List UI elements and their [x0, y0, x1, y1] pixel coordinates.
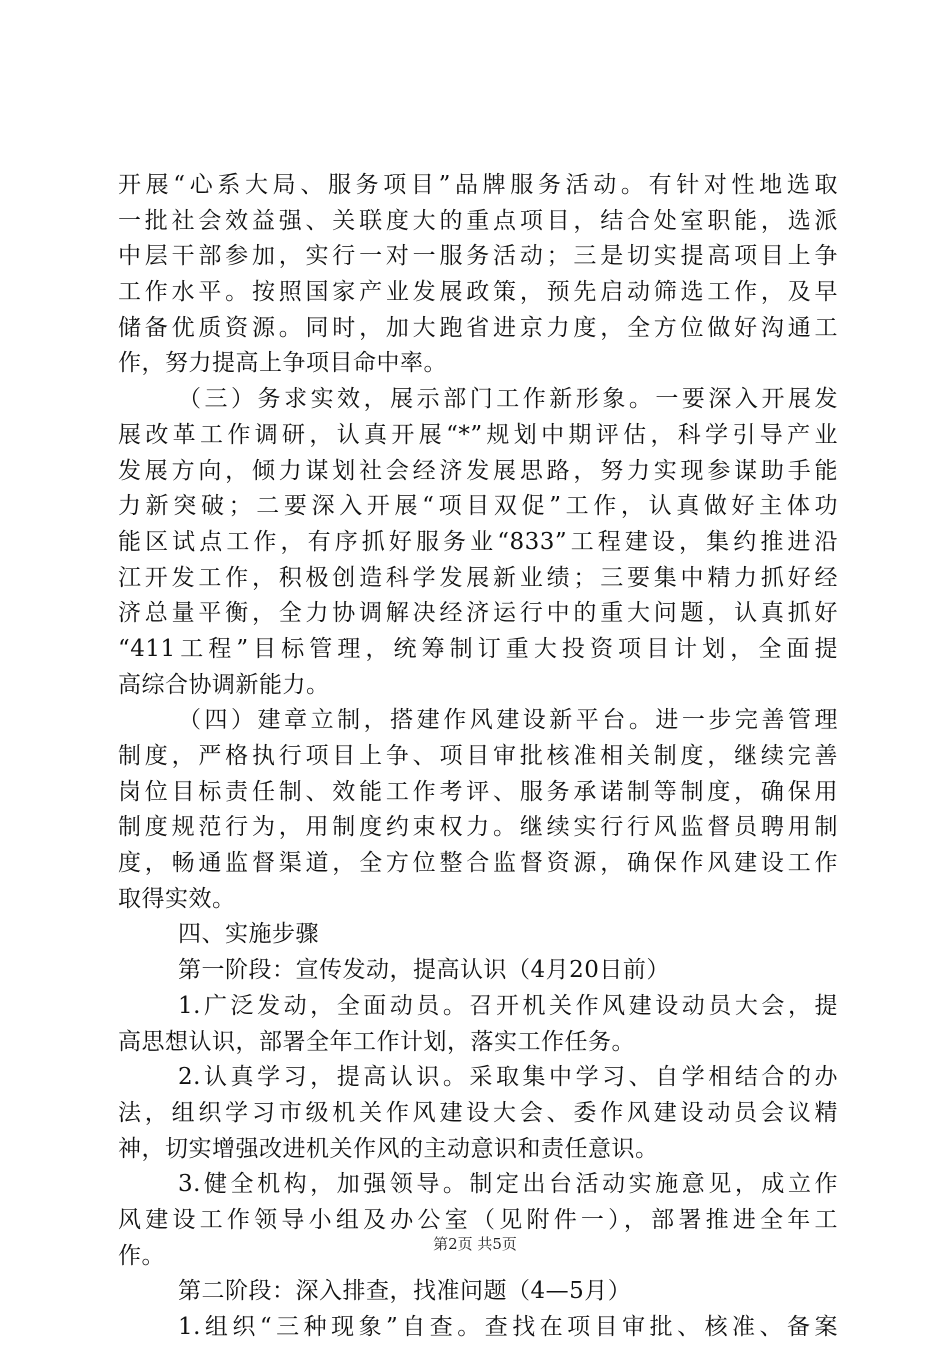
- section-heading-4: （四）建章立制，搭建作风建设新平台。进一步完善管理: [178, 707, 838, 734]
- section-heading-3: （三）务求实效，展示部门工作新形象。一要深入开展发: [178, 386, 838, 413]
- text-line: 力新突破；二要深入开展“项目双促”工作，认真做好主体功: [118, 493, 838, 520]
- text-line: 作。: [118, 1242, 165, 1269]
- text-line: 度，畅通监督渠道，全方位整合监督资源，确保作风建设工作: [118, 850, 838, 877]
- text-line: 作，努力提高上争项目命中率。: [118, 350, 447, 377]
- text-line: 储备优质资源。同时，加大跑省进京力度，全方位做好沟通工: [118, 314, 838, 341]
- list-item-2: 2.认真学习，提高认识。采取集中学习、自学相结合的办: [178, 1064, 838, 1091]
- list-item-1: 1.广泛发动，全面动员。召开机关作风建设动员大会，提: [178, 992, 838, 1019]
- phase-heading-1: 第一阶段：宣传发动，提高认识（4月20日前）: [178, 957, 670, 984]
- text-line: 发展方向，倾力谋划社会经济发展思路，努力实现参谋助手能: [118, 457, 838, 484]
- text-line: 制度，严格执行项目上争、项目审批核准相关制度，继续完善: [118, 743, 838, 769]
- text-line: 风建设工作领导小组及办公室（见附件一），部署推进全年工: [118, 1206, 838, 1233]
- section-heading-steps: 四、实施步骤: [178, 921, 319, 948]
- text-line: 展改革工作调研，认真开展“*”规划中期评估，科学引导产业: [118, 421, 838, 448]
- text-line: 取得实效。: [118, 885, 236, 912]
- text-line: 法，组织学习市级机关作风建设大会、委作风建设动员会议精: [118, 1099, 838, 1126]
- text-line: 岗位目标责任制、效能工作考评、服务承诺制等制度，确保用: [118, 778, 838, 805]
- text-line: “411工程”目标管理，统筹制订重大投资项目计划，全面提: [118, 635, 838, 662]
- text-line: 济总量平衡，全力协调解决经济运行中的重大问题，认真抓好: [118, 600, 838, 627]
- document-body: [118, 168, 838, 1346]
- list-item-3: 3.健全机构，加强领导。制定出台活动实施意见，成立作: [178, 1171, 838, 1198]
- text-line: 开展“心系大局、服务项目”品牌服务活动。有针对性地选取: [118, 172, 838, 198]
- text-line: 一批社会效益强、关联度大的重点项目，结合处室职能，选派: [118, 207, 838, 234]
- text-line: 中层干部参加，实行一对一服务活动；三是切实提高项目上争: [118, 243, 838, 270]
- text-line: 江开发工作，积极创造科学发展新业绩；三要集中精力抓好经: [118, 564, 838, 591]
- text-line: 神，切实增强改进机关作风的主动意识和责任意识。: [118, 1135, 659, 1162]
- text-line: 能区试点工作，有序抓好服务业“833”工程建设，集约推进沿: [118, 528, 838, 555]
- list-item-1-phase-2: 1.组织“三种现象”自查。查找在项目审批、核准、备案: [178, 1314, 838, 1340]
- text-line: 高综合协调新能力。: [118, 671, 330, 698]
- phase-heading-2: 第二阶段：深入排查，找准问题（4—5月）: [178, 1278, 632, 1305]
- text-line: 制度规范行为，用制度约束权力。继续实行行风监督员聘用制: [118, 814, 838, 841]
- text-line: 高思想认识，部署全年工作计划，落实工作任务。: [118, 1028, 635, 1055]
- text-line: 工作水平。按照国家产业发展政策，预先启动筛选工作，及早: [118, 279, 838, 306]
- page-number-footer: 第2页 共5页: [433, 1235, 517, 1253]
